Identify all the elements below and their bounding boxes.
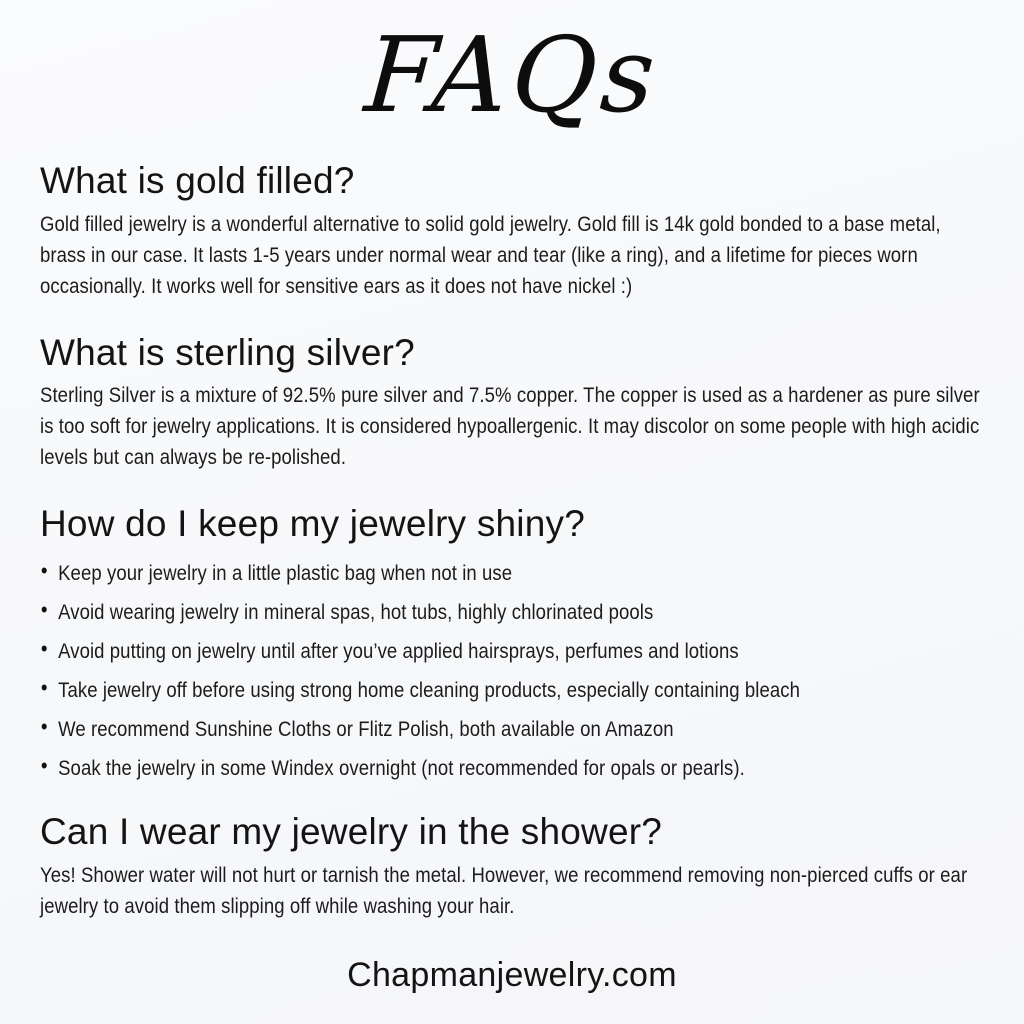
bullet-icon: • [40, 675, 48, 701]
bullet-icon: • [40, 597, 48, 623]
website-url: Chapmanjewelry.com [347, 955, 677, 994]
faq-section-keep-shiny [40, 503, 984, 781]
list-item [40, 755, 984, 781]
list-item [40, 560, 984, 586]
list-item [40, 716, 984, 742]
bullet-icon: • [40, 714, 48, 740]
question-heading-gold-filled: What is gold filled? [40, 160, 355, 202]
page-title: FAQs [361, 14, 663, 136]
footer [40, 956, 984, 995]
faq-section-sterling-silver [40, 332, 984, 474]
bullet-icon: • [40, 753, 48, 779]
list-item-text: Soak the jewelry in some Windex overnight (not recommended for opals or pearls). [58, 756, 745, 781]
list-item-text: Keep your jewelry in a little plastic bag when not in use [58, 561, 513, 586]
bullet-icon: • [40, 636, 48, 662]
question-heading-sterling-silver: What is sterling silver? [40, 331, 415, 373]
faq-section-gold-filled [40, 160, 984, 302]
bullet-icon: • [40, 558, 48, 584]
list-item-text: Take jewelry off before using strong home cleaning products, especially containing bleach [58, 678, 800, 703]
list-item-text: Avoid wearing jewelry in mineral spas, hot tubs, highly chlorinated pools [58, 600, 654, 625]
answer-text-sterling-silver: Sterling Silver is a mixture of 92.5% pure silver and 7.5% copper. The copper is used as a hardener as pure silver is too soft for jewelry applications. It is considered hypoallergenic. It may discolor on some people with high acidic levels but can always be re-polished. [40, 383, 980, 470]
list-item [40, 638, 984, 664]
list-item [40, 599, 984, 625]
care-tips-list [40, 560, 984, 781]
question-heading-keep-shiny: How do I keep my jewelry shiny? [40, 503, 585, 545]
answer-text-gold-filled: Gold filled jewelry is a wonderful alternative to solid gold jewelry. Gold fill is 14k gold bonded to a base metal, brass in our case. It lasts 1-5 years under normal wear and tear (like a ring), and a lifetime for pieces worn occasionally. It works well for sensitive ears as it does not have nickel :) [40, 211, 941, 298]
list-item-text: We recommend Sunshine Cloths or Flitz Polish, both available on Amazon [58, 717, 674, 742]
faq-section-shower [40, 811, 984, 922]
list-item [40, 677, 984, 703]
list-item-text: Avoid putting on jewelry until after you’ve applied hairsprays, perfumes and lotions [58, 639, 739, 664]
answer-text-shower: Yes! Shower water will not hurt or tarnish the metal. However, we recommend removing non-pierced cuffs or ear jewelry to avoid them slipping off while washing your hair. [40, 862, 968, 918]
question-heading-shower: Can I wear my jewelry in the shower? [40, 811, 663, 853]
